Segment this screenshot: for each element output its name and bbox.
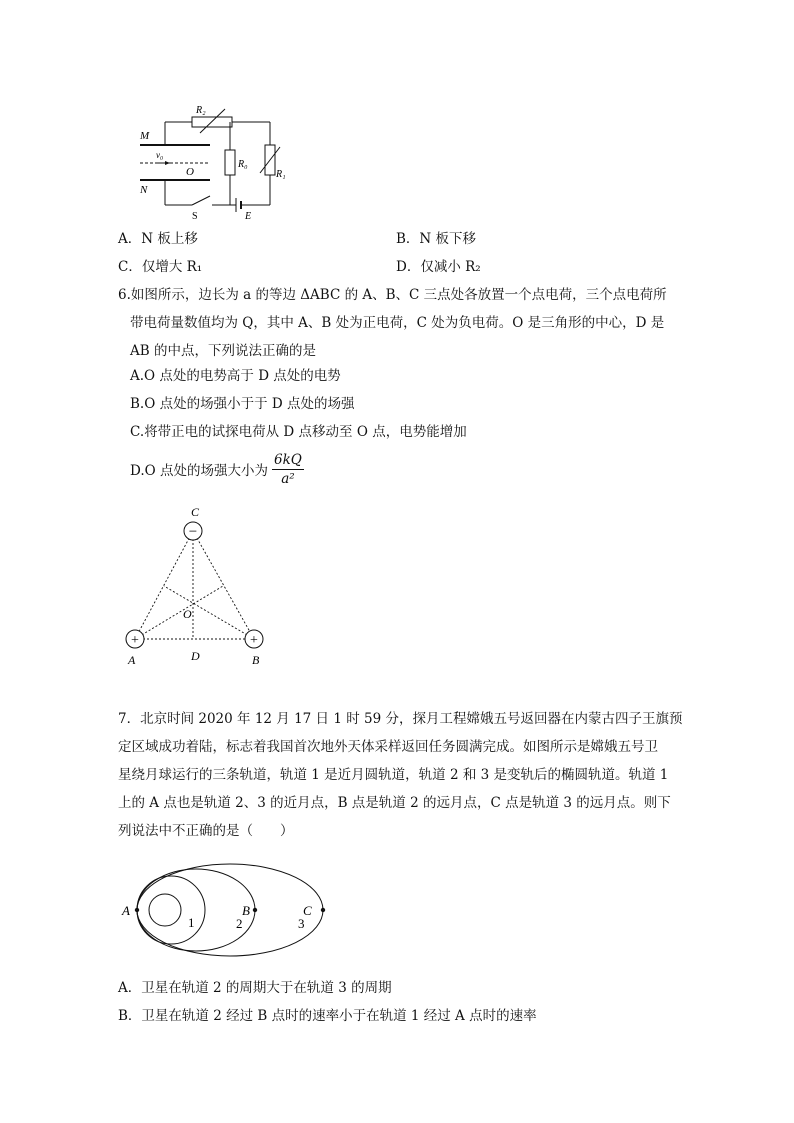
q6-stem-line-2: 带电荷量数值均为 Q，其中 A、B 处为正电荷，C 处为负电荷。O 是三角形的中心，D 是 bbox=[130, 315, 665, 331]
label-B: B bbox=[252, 653, 260, 667]
circuit-diagram bbox=[130, 95, 290, 225]
q5-option-d: D．仅减小 R₂ bbox=[396, 259, 481, 275]
q7-stem-line-2: 定区域成功着陆，标志着我国首次地外天体采样返回任务圆满完成。如图所示是嫦娥五号卫 bbox=[118, 739, 658, 755]
label-E: E bbox=[245, 211, 252, 222]
label-R0: R₀ bbox=[238, 159, 248, 170]
q7-option-a: A．卫星在轨道 2 的周期大于在轨道 3 的周期 bbox=[118, 980, 392, 996]
label-O: O bbox=[186, 166, 194, 178]
label-N: N bbox=[140, 184, 148, 196]
label-B: B bbox=[242, 903, 250, 918]
q5-option-b: B．N 板下移 bbox=[396, 231, 477, 247]
q6-option-b: B.O 点处的场强小于于 D 点处的场强 bbox=[130, 396, 355, 412]
charge-c-sign: − bbox=[188, 524, 198, 540]
charge-b-sign: + bbox=[250, 633, 258, 648]
label-2: 2 bbox=[236, 916, 243, 931]
q7-option-b: B．卫星在轨道 2 经过 B 点时的速率小于在轨道 1 经过 A 点时的速率 bbox=[118, 1008, 537, 1024]
q5-option-c: C．仅增大 R₁ bbox=[118, 259, 203, 275]
label-S: S bbox=[192, 211, 198, 222]
q6-stem-line-1: 6.如图所示，边长为 a 的等边 ΔABC 的 A、B、C 三点处各放置一个点电荷，三个点电荷所 bbox=[118, 287, 667, 303]
label-A: A bbox=[128, 653, 136, 667]
label-A: A bbox=[122, 903, 130, 918]
fraction-numerator: 6kQ bbox=[274, 451, 302, 468]
q7-stem-line-3: 星绕月球运行的三条轨道，轨道 1 是近月圆轨道，轨道 2 和 3 是变轨后的椭圆轨道。轨道 1 bbox=[118, 767, 669, 783]
q6-option-a: A.O 点处的电势高于 D 点处的电势 bbox=[130, 368, 341, 384]
q6-option-d bbox=[130, 447, 304, 491]
q5-option-a: A．N 板上移 bbox=[118, 231, 198, 247]
label-M: M bbox=[140, 130, 150, 142]
fraction bbox=[272, 451, 304, 488]
q6-option-c: C.将带正电的试探电荷从 D 点移动至 O 点，电势能增加 bbox=[130, 424, 467, 440]
label-C: C bbox=[191, 505, 200, 519]
label-v0: v₀ bbox=[156, 150, 164, 160]
label-1: 1 bbox=[188, 915, 195, 930]
q7-stem-line-4: 上的 A 点也是轨道 2、3 的近月点，B 点是轨道 2 的远月点，C 点是轨道 3 的远月点。则下 bbox=[118, 795, 671, 811]
q6-stem-line-3: AB 的中点，下列说法正确的是 bbox=[130, 343, 316, 359]
orbit-diagram bbox=[115, 860, 330, 960]
label-3: 3 bbox=[298, 916, 305, 931]
label-C: C bbox=[303, 903, 312, 918]
triangle-charge-diagram bbox=[115, 500, 285, 675]
q7-stem-line-1: 7．北京时间 2020 年 12 月 17 日 1 时 59 分，探月工程嫦娥五号返回器在内蒙古四子王旗预 bbox=[118, 711, 683, 727]
q6-option-d-text: D.O 点处的场强大小为 bbox=[130, 463, 268, 479]
label-O: O bbox=[183, 607, 192, 621]
q7-stem-line-5: 列说法中不正确的是（ ） bbox=[118, 823, 294, 839]
fraction-denominator: a² bbox=[281, 470, 295, 487]
label-R2: R₂ bbox=[196, 105, 206, 116]
label-D: D bbox=[191, 649, 200, 663]
label-R1: R₁ bbox=[276, 169, 286, 180]
charge-a-sign: + bbox=[131, 633, 139, 648]
